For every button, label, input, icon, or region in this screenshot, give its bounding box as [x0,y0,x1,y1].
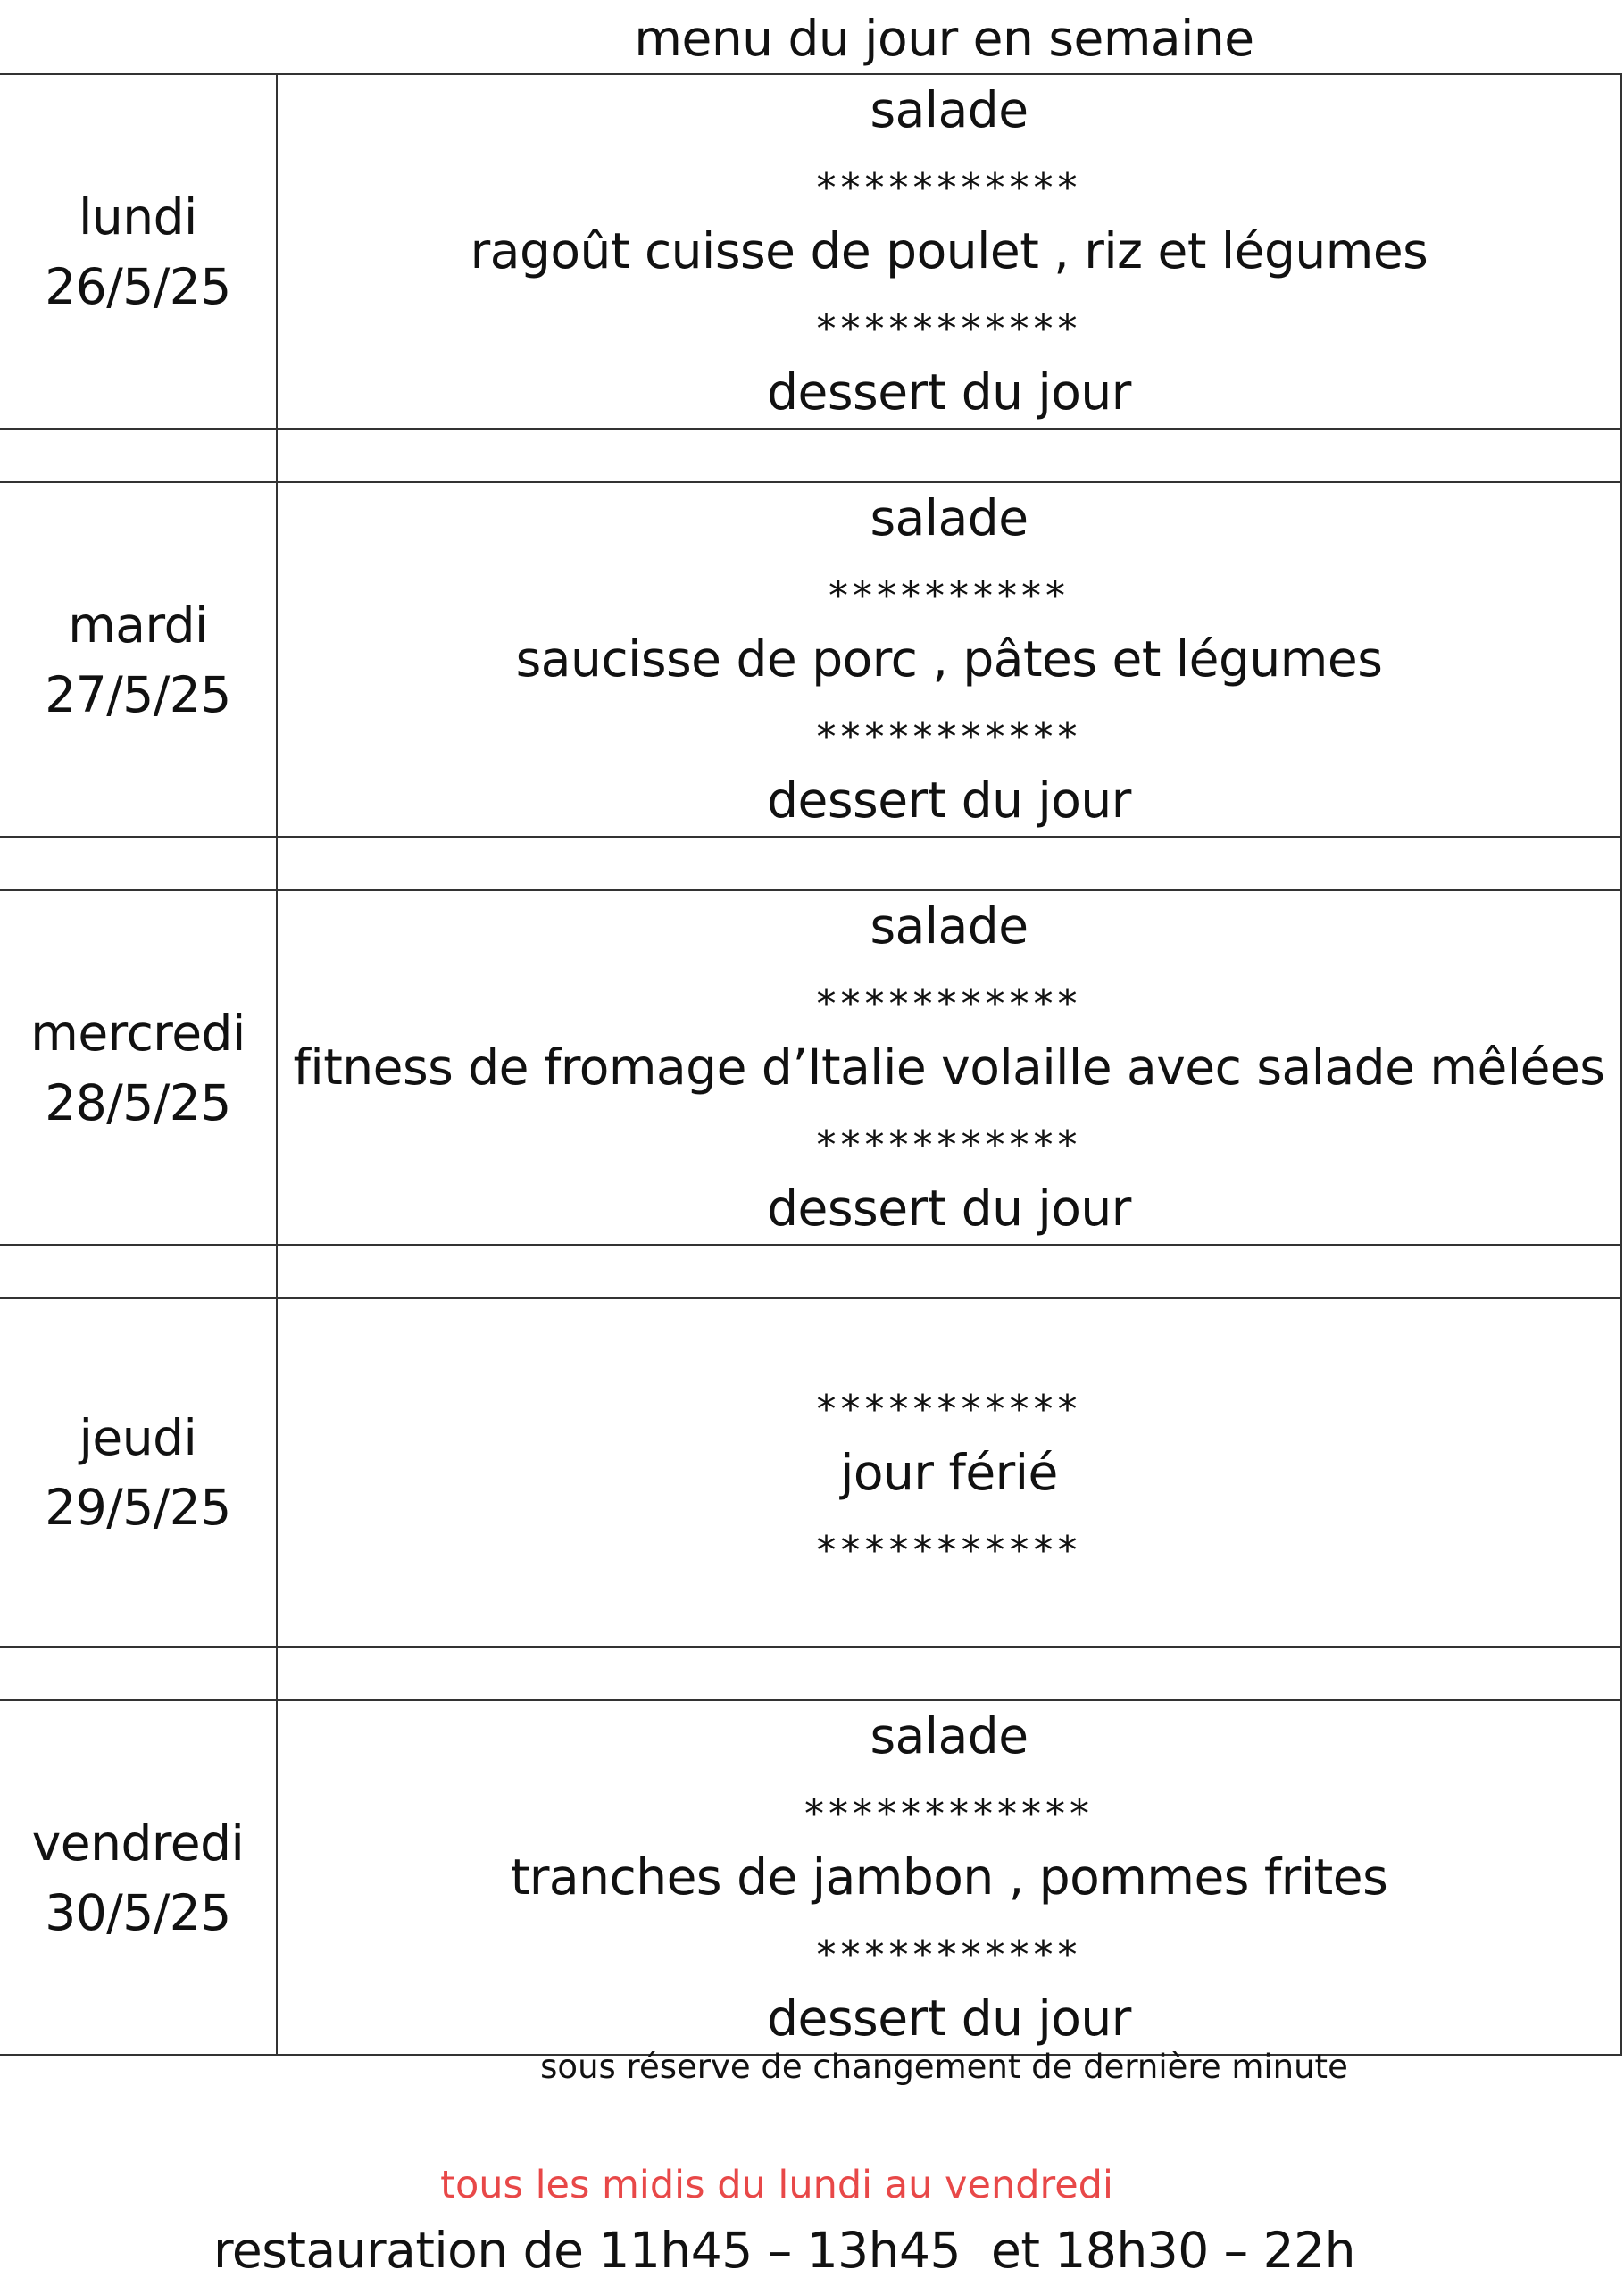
separator-stars: ********** [829,573,1070,619]
separator-stars: *********** [816,165,1082,211]
menu-line: salade [870,1707,1029,1765]
spacer-row [0,1647,1621,1700]
day-date: 29/5/25 [45,1479,231,1536]
day-cell [0,1700,277,2055]
day-cell [0,74,277,429]
separator-stars: *********** [816,714,1082,760]
menu-line: salade [870,897,1029,955]
day-name: vendredi [31,1814,245,1872]
spacer-cell [277,429,1621,482]
menu-line: fitness de fromage d’Italie volaille avec salade mêlées [293,1039,1605,1096]
spacer-row [0,837,1621,890]
menu-row-mardi [0,482,1621,837]
menu-line: saucisse de porc , pâtes et légumes [515,630,1383,688]
separator-stars: *********** [816,306,1082,352]
menu-line: dessert du jour [767,1180,1131,1237]
menu-row-lundi [0,74,1621,429]
page-title: menu du jour en semaine [634,10,1254,67]
day-date: 30/5/25 [45,1883,231,1941]
menu-line: tranches de jambon , pommes frites [510,1848,1388,1906]
menu-cell [277,1298,1621,1647]
menu-row-jeudi [0,1298,1621,1647]
menu-line: jour férié [840,1443,1058,1501]
menu-line: salade [870,489,1029,546]
menu-cell [277,482,1621,837]
day-cell [0,890,277,1245]
spacer-cell [0,1647,277,1700]
menu-line: dessert du jour [767,363,1131,421]
spacer-row [0,429,1621,482]
spacer-cell [277,1245,1621,1298]
day-cell [0,1298,277,1647]
menu-cell [277,74,1621,429]
separator-stars: *********** [816,981,1082,1027]
spacer-cell [277,1647,1621,1700]
spacer-row [0,1245,1621,1298]
spacer-cell [0,429,277,482]
service-days-label: tous les midis du lundi au vendredi [440,2163,1113,2207]
separator-stars: *********** [816,1122,1082,1168]
separator-stars: *********** [816,1527,1082,1573]
day-name: jeudi [79,1409,197,1466]
day-name: mercredi [30,1004,246,1062]
separator-stars: ************ [804,1791,1094,1837]
service-hours: restauration de 11h45 – 13h45 et 18h30 – 22h [212,2222,1356,2279]
menu-row-vendredi [0,1700,1621,2055]
spacer-cell [277,837,1621,890]
menu-cell [277,890,1621,1245]
weekly-menu-table [0,73,1622,2056]
day-date: 26/5/25 [45,257,231,315]
day-date: 27/5/25 [45,665,231,723]
separator-stars: *********** [816,1932,1082,1978]
menu-line: dessert du jour [767,1990,1131,2047]
separator-stars: *********** [816,1386,1082,1432]
spacer-cell [0,837,277,890]
menu-line: dessert du jour [767,772,1131,829]
day-date: 28/5/25 [45,1073,231,1131]
menu-line: salade [870,81,1029,138]
menu-line: ragoût cuisse de poulet , riz et légumes [470,222,1428,279]
day-name: mardi [68,596,208,654]
menu-cell [277,1700,1621,2055]
change-disclaimer: sous réserve de changement de dernière minute [540,2048,1348,2086]
spacer-cell [0,1245,277,1298]
day-cell [0,482,277,837]
day-name: lundi [79,188,197,246]
menu-row-mercredi [0,890,1621,1245]
